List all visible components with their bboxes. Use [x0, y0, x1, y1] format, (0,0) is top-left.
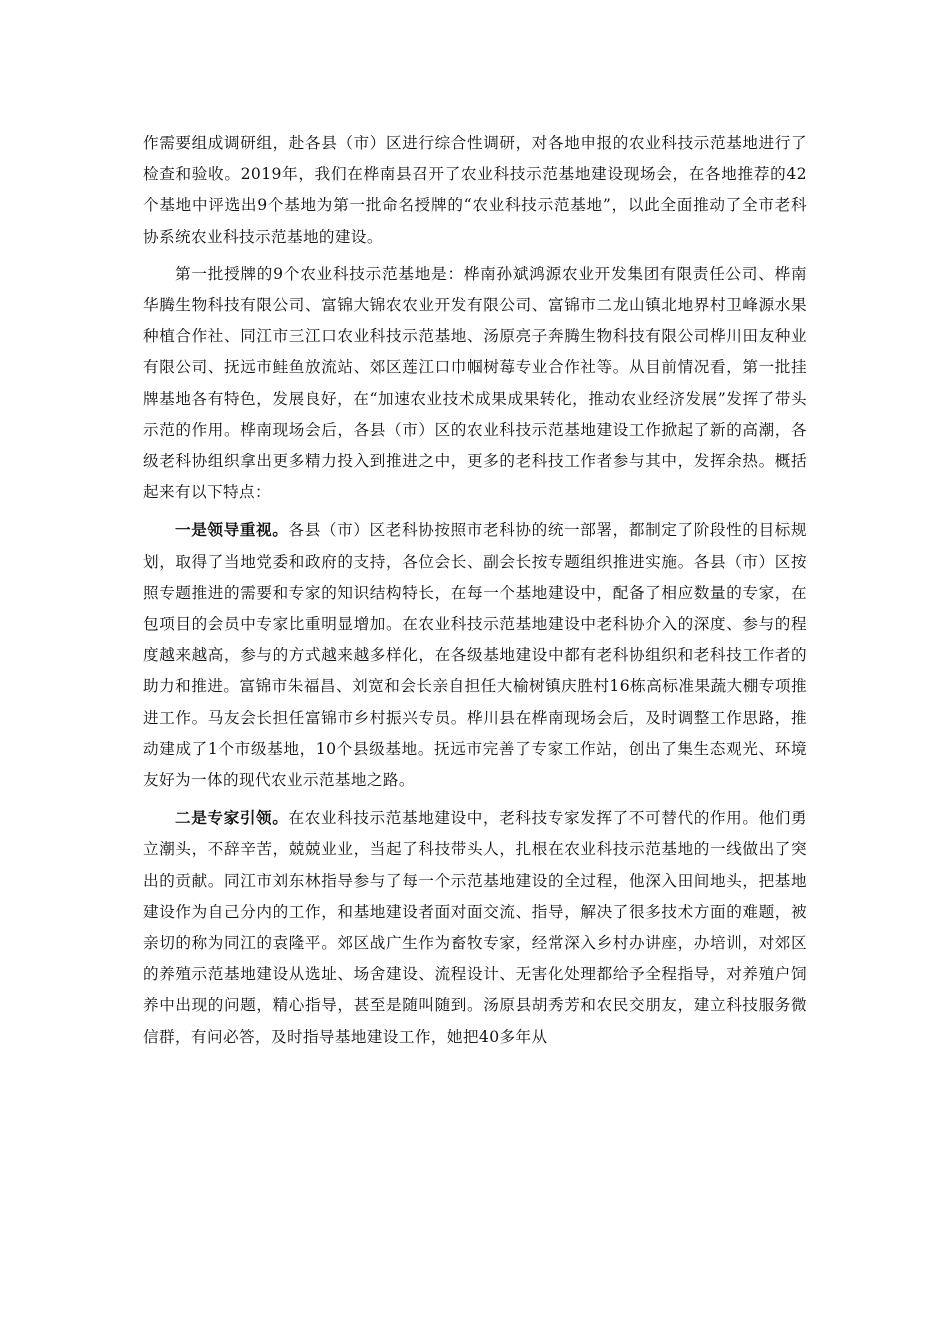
paragraph-lead: 二是专家引领。 — [175, 808, 289, 828]
paragraph-experts — [143, 802, 807, 1053]
paragraph-text: 作需要组成调研组，赴各县（市）区进行综合性调研，对各地申报的农业科技示范基地进行了检查和验收。2019年，我们在桦南县召开了农业科技示范基地建设现场会，在各地推荐的42个基地中评选出9个基地为第一批命名授牌的“农业科技示范基地”，以此全面推动了全市老科协系统农业科技示范基地的建设。 — [143, 134, 807, 246]
paragraph-text: 第一批授牌的9个农业科技示范基地是：桦南孙斌鸿源农业开发集团有限责任公司、桦南华腾生物科技有限公司、富锦大锦农农业开发有限公司、富锦市二龙山镇北地界村卫峰源水果种植合作社、同江市三江口农业科技示范基地、汤原亮子奔腾生物科技有限公司桦川田友种业有限公司、抚远市鲑鱼放流站、郊区莲江口巾帼树莓专业合作社等。从目前情况看，第一批挂牌基地各有特色，发展良好，在“加速农业技术成果成果转化，推动农业经济发展”发挥了带头示范的作用。桦南现场会后，各县（市）区的农业科技示范基地建设工作掀起了新的高潮，各级老科协组织拿出更多精力投入到推进之中，更多的老科技工作者参与其中，发挥余热。概括起来有以下特点： — [143, 264, 807, 502]
paragraph-text: 在农业科技示范基地建设中，老科技专家发挥了不可替代的作用。他们勇立潮头，不辞辛苦，兢兢业业，当起了科技带头人，扎根在农业科技示范基地的一线做出了突出的贡献。同江市刘东林指导参与了每一个示范基地建设的全过程，他深入田间地头，把基地建设作为自己分内的工作，和基地建设者面对面交流、指导，解决了很多技术方面的难题，被亲切的称为同江的袁隆平。郊区战广生作为畜牧专家，经常深入乡村办讲座，办培训，对郊区的养殖示范基地建设从选址、场舍建设、流程设计、无害化处理都给予全程指导，对养殖户饲养中出现的问题，精心指导，甚至是随叫随到。汤原县胡秀芳和农民交朋友，建立科技服务微信群，有问必答，及时指导基地建设工作，她把40多年从 — [143, 809, 807, 1046]
paragraph-lead: 一是领导重视。 — [175, 520, 289, 540]
paragraph-intro — [143, 128, 807, 253]
document-body — [143, 128, 807, 1059]
paragraph-first-batch — [143, 259, 807, 509]
paragraph-leadership — [143, 514, 807, 796]
paragraph-text: 各县（市）区老科协按照市老科协的统一部署，都制定了阶段性的目标规划，取得了当地党委和政府的支持，各位会长、副会长按专题组织推进实施。各县（市）区按照专题推进的需要和专家的知识结构特长，在每一个基地建设中，配备了相应数量的专家，在包项目的会员中专家比重明显增加。在农业科技示范基地建设中老科协介入的深度、参与的程度越来越高，参与的方式越来越多样化，在各级基地建设中都有老科协组织和老科技工作者的助力和推进。富锦市朱福昌、刘宽和会长亲自担任大榆树镇庆胜村16栋高标准果蔬大棚专项推进工作。马友会长担任富锦市乡村振兴专员。桦川县在桦南现场会后，及时调整工作思路，推动建成了1个市级基地，10个县级基地。抚远市完善了专家工作站，创出了集生态观光、环境友好为一体的现代农业示范基地之路。 — [143, 521, 807, 790]
